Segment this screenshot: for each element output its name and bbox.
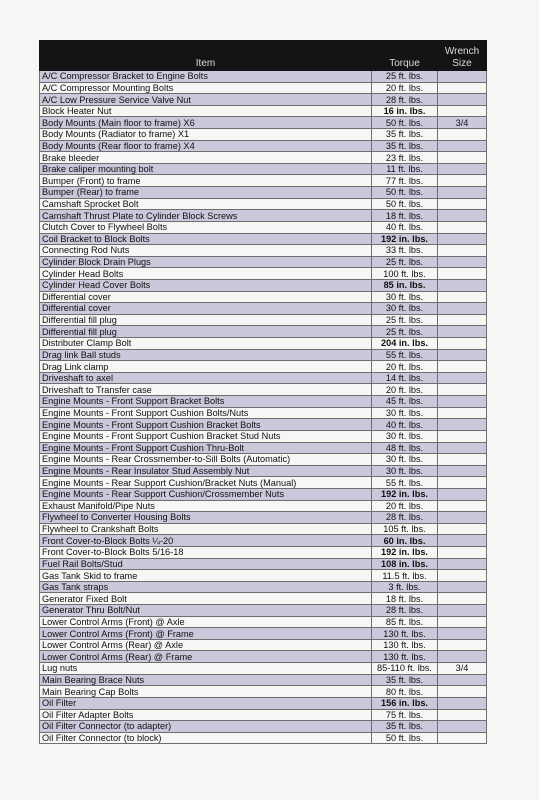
- item-cell: Main Bearing Cap Bolts: [40, 686, 372, 698]
- table-row: [40, 152, 487, 164]
- item-cell: Generator Thru Bolt/Nut: [40, 605, 372, 617]
- table-row: [40, 593, 487, 605]
- item-cell: Lower Control Arms (Rear) @ Frame: [40, 651, 372, 663]
- wrench-size-cell: [438, 442, 487, 454]
- item-cell: Differential fill plug: [40, 314, 372, 326]
- torque-cell: 11 ft. lbs.: [372, 163, 438, 175]
- wrench-size-cell: [438, 721, 487, 733]
- header-wrench-line2: Size: [452, 57, 472, 69]
- torque-cell: 30 ft. lbs.: [372, 430, 438, 442]
- torque-cell: 50 ft. lbs.: [372, 198, 438, 210]
- item-cell: Driveshaft to axel: [40, 372, 372, 384]
- table-row: [40, 558, 487, 570]
- item-cell: Gas Tank straps: [40, 581, 372, 593]
- item-cell: Differential cover: [40, 303, 372, 315]
- table-row: [40, 372, 487, 384]
- torque-cell: 50 ft. lbs.: [372, 187, 438, 199]
- wrench-size-cell: [438, 697, 487, 709]
- item-cell: Brake bleeder: [40, 152, 372, 164]
- table-row: [40, 268, 487, 280]
- table-row: [40, 291, 487, 303]
- torque-cell: 16 in. lbs.: [372, 105, 438, 117]
- torque-cell: 130 ft. lbs.: [372, 639, 438, 651]
- item-cell: Engine Mounts - Front Support Cushion Thru-Bolt: [40, 442, 372, 454]
- wrench-size-cell: [438, 523, 487, 535]
- wrench-size-cell: [438, 732, 487, 744]
- wrench-size-cell: [438, 616, 487, 628]
- torque-cell: 14 ft. lbs.: [372, 372, 438, 384]
- table-row: [40, 581, 487, 593]
- torque-cell: 25 ft. lbs.: [372, 71, 438, 83]
- wrench-size-cell: [438, 187, 487, 199]
- torque-cell: 50 ft. lbs.: [372, 117, 438, 129]
- wrench-size-cell: [438, 639, 487, 651]
- torque-cell: 60 in. lbs.: [372, 535, 438, 547]
- torque-cell: 45 ft. lbs.: [372, 396, 438, 408]
- wrench-size-cell: [438, 488, 487, 500]
- table-row: [40, 349, 487, 361]
- wrench-size-cell: [438, 198, 487, 210]
- table-row: [40, 419, 487, 431]
- item-cell: Main Bearing Brace Nuts: [40, 674, 372, 686]
- table-row: [40, 407, 487, 419]
- table-row: [40, 477, 487, 489]
- wrench-size-cell: [438, 372, 487, 384]
- torque-cell: 85-110 ft. lbs.: [372, 663, 438, 675]
- item-cell: Clutch Cover to Flywheel Bolts: [40, 221, 372, 233]
- table-row: [40, 94, 487, 106]
- table-row: [40, 140, 487, 152]
- header-item: Item: [40, 41, 372, 71]
- wrench-size-cell: [438, 71, 487, 83]
- torque-cell: 35 ft. lbs.: [372, 674, 438, 686]
- table-row: [40, 326, 487, 338]
- table-row: [40, 233, 487, 245]
- torque-cell: 25 ft. lbs.: [372, 326, 438, 338]
- torque-cell: 20 ft. lbs.: [372, 500, 438, 512]
- wrench-size-cell: [438, 314, 487, 326]
- torque-cell: 77 ft. lbs.: [372, 175, 438, 187]
- torque-cell: 105 ft. lbs.: [372, 523, 438, 535]
- torque-cell: 20 ft. lbs.: [372, 82, 438, 94]
- torque-cell: 3 ft. lbs.: [372, 581, 438, 593]
- item-cell: Engine Mounts - Rear Crossmember-to-Sill Bolts (Automatic): [40, 454, 372, 466]
- table-row: [40, 674, 487, 686]
- torque-spec-sheet: [39, 40, 486, 744]
- item-cell: Differential cover: [40, 291, 372, 303]
- item-cell: Body Mounts (Rear floor to frame) X4: [40, 140, 372, 152]
- wrench-size-cell: [438, 407, 487, 419]
- item-cell: Lower Control Arms (Front) @ Axle: [40, 616, 372, 628]
- wrench-size-cell: [438, 593, 487, 605]
- table-row: [40, 82, 487, 94]
- item-cell: Oil Filter: [40, 697, 372, 709]
- wrench-size-cell: [438, 605, 487, 617]
- torque-cell: 130 ft. lbs.: [372, 651, 438, 663]
- torque-cell: 30 ft. lbs.: [372, 465, 438, 477]
- torque-cell: 204 in. lbs.: [372, 338, 438, 350]
- table-row: [40, 187, 487, 199]
- torque-cell: 18 ft. lbs.: [372, 593, 438, 605]
- torque-cell: 75 ft. lbs.: [372, 709, 438, 721]
- torque-table: [39, 40, 487, 744]
- header-torque: Torque: [372, 41, 438, 71]
- table-row: [40, 535, 487, 547]
- wrench-size-cell: [438, 291, 487, 303]
- item-cell: Engine Mounts - Front Support Cushion Bracket Stud Nuts: [40, 430, 372, 442]
- table-row: [40, 210, 487, 222]
- item-cell: Lug nuts: [40, 663, 372, 675]
- torque-cell: 30 ft. lbs.: [372, 303, 438, 315]
- wrench-size-cell: [438, 221, 487, 233]
- table-row: [40, 384, 487, 396]
- wrench-size-cell: [438, 651, 487, 663]
- wrench-size-cell: [438, 140, 487, 152]
- item-cell: Engine Mounts - Front Support Cushion Bracket Bolts: [40, 419, 372, 431]
- table-row: [40, 639, 487, 651]
- table-row: [40, 651, 487, 663]
- wrench-size-cell: [438, 581, 487, 593]
- torque-cell: 35 ft. lbs.: [372, 129, 438, 141]
- table-row: [40, 256, 487, 268]
- item-cell: A/C Compressor Mounting Bolts: [40, 82, 372, 94]
- wrench-size-cell: [438, 477, 487, 489]
- table-row: [40, 396, 487, 408]
- torque-cell: 100 ft. lbs.: [372, 268, 438, 280]
- table-row: [40, 198, 487, 210]
- item-cell: Bumper (Front) to frame: [40, 175, 372, 187]
- torque-cell: 48 ft. lbs.: [372, 442, 438, 454]
- item-cell: Differential fill plug: [40, 326, 372, 338]
- wrench-size-cell: [438, 338, 487, 350]
- table-row: [40, 442, 487, 454]
- table-row: [40, 279, 487, 291]
- wrench-size-cell: [438, 454, 487, 466]
- torque-cell: 23 ft. lbs.: [372, 152, 438, 164]
- table-header: [40, 41, 487, 71]
- torque-cell: 156 in. lbs.: [372, 697, 438, 709]
- torque-cell: 85 in. lbs.: [372, 279, 438, 291]
- table-row: [40, 303, 487, 315]
- table-row: [40, 338, 487, 350]
- item-cell: Cylinder Head Bolts: [40, 268, 372, 280]
- torque-cell: 30 ft. lbs.: [372, 291, 438, 303]
- torque-cell: 25 ft. lbs.: [372, 314, 438, 326]
- wrench-size-cell: [438, 349, 487, 361]
- item-cell: Generator Fixed Bolt: [40, 593, 372, 605]
- wrench-size-cell: [438, 512, 487, 524]
- torque-cell: 80 ft. lbs.: [372, 686, 438, 698]
- wrench-size-cell: [438, 268, 487, 280]
- item-cell: Lower Control Arms (Front) @ Frame: [40, 628, 372, 640]
- item-cell: Oil Filter Adapter Bolts: [40, 709, 372, 721]
- torque-cell: 11.5 ft. lbs.: [372, 570, 438, 582]
- wrench-size-cell: [438, 129, 487, 141]
- torque-cell: 20 ft. lbs.: [372, 361, 438, 373]
- wrench-size-cell: [438, 152, 487, 164]
- wrench-size-cell: [438, 709, 487, 721]
- item-cell: Cylinder Head Cover Bolts: [40, 279, 372, 291]
- header-wrench-size: [438, 41, 487, 71]
- wrench-size-cell: [438, 105, 487, 117]
- table-row: [40, 512, 487, 524]
- torque-cell: 40 ft. lbs.: [372, 419, 438, 431]
- torque-cell: 28 ft. lbs.: [372, 94, 438, 106]
- wrench-size-cell: [438, 535, 487, 547]
- table-row: [40, 361, 487, 373]
- item-cell: Camshaft Thrust Plate to Cylinder Block Screws: [40, 210, 372, 222]
- item-cell: Fuel Rail Bolts/Stud: [40, 558, 372, 570]
- torque-cell: 108 in. lbs.: [372, 558, 438, 570]
- table-row: [40, 314, 487, 326]
- item-cell: Engine Mounts - Rear Support Cushion/Crossmember Nuts: [40, 488, 372, 500]
- torque-cell: 33 ft. lbs.: [372, 245, 438, 257]
- table-row: [40, 523, 487, 535]
- item-cell: Front Cover-to-Block Bolts 5/16-18: [40, 546, 372, 558]
- wrench-size-cell: [438, 303, 487, 315]
- item-cell: Connecting Rod Nuts: [40, 245, 372, 257]
- wrench-size-cell: [438, 500, 487, 512]
- torque-cell: 130 ft. lbs.: [372, 628, 438, 640]
- table-row: [40, 105, 487, 117]
- table-row: [40, 245, 487, 257]
- table-row: [40, 163, 487, 175]
- table-row: [40, 488, 487, 500]
- item-cell: Brake caliper mounting bolt: [40, 163, 372, 175]
- wrench-size-cell: [438, 361, 487, 373]
- wrench-size-cell: [438, 245, 487, 257]
- wrench-size-cell: [438, 686, 487, 698]
- table-row: [40, 175, 487, 187]
- wrench-size-cell: [438, 419, 487, 431]
- table-row: [40, 721, 487, 733]
- table-row: [40, 616, 487, 628]
- table-row: [40, 697, 487, 709]
- item-cell: Body Mounts (Main floor to frame) X6: [40, 117, 372, 129]
- torque-cell: 25 ft. lbs.: [372, 256, 438, 268]
- table-row: [40, 663, 487, 675]
- wrench-size-cell: [438, 570, 487, 582]
- wrench-size-cell: [438, 396, 487, 408]
- item-cell: Coil Bracket to Block Bolts: [40, 233, 372, 245]
- torque-cell: 28 ft. lbs.: [372, 605, 438, 617]
- item-cell: Oil Filter Connector (to adapter): [40, 721, 372, 733]
- table-row: [40, 546, 487, 558]
- wrench-size-cell: [438, 163, 487, 175]
- item-cell: Cylinder Block Drain Plugs: [40, 256, 372, 268]
- item-cell: A/C Low Pressure Service Valve Nut: [40, 94, 372, 106]
- item-cell: Engine Mounts - Rear Support Cushion/Bracket Nuts (Manual): [40, 477, 372, 489]
- item-cell: Flywheel to Crankshaft Bolts: [40, 523, 372, 535]
- torque-cell: 30 ft. lbs.: [372, 454, 438, 466]
- torque-cell: 85 ft. lbs.: [372, 616, 438, 628]
- wrench-size-cell: [438, 430, 487, 442]
- torque-cell: 35 ft. lbs.: [372, 721, 438, 733]
- wrench-size-cell: [438, 82, 487, 94]
- wrench-size-cell: [438, 210, 487, 222]
- item-cell: A/C Compressor Bracket to Engine Bolts: [40, 71, 372, 83]
- item-cell: Flywheel to Converter Housing Bolts: [40, 512, 372, 524]
- wrench-size-cell: [438, 326, 487, 338]
- table-row: [40, 71, 487, 83]
- wrench-size-cell: [438, 546, 487, 558]
- table-row: [40, 454, 487, 466]
- item-cell: Engine Mounts - Rear Insulator Stud Assembly Nut: [40, 465, 372, 477]
- table-row: [40, 628, 487, 640]
- item-cell: Engine Mounts - Front Support Cushion Bolts/Nuts: [40, 407, 372, 419]
- table-row: [40, 709, 487, 721]
- wrench-size-cell: 3/4: [438, 663, 487, 675]
- torque-cell: 55 ft. lbs.: [372, 477, 438, 489]
- torque-cell: 18 ft. lbs.: [372, 210, 438, 222]
- item-cell: Lower Control Arms (Rear) @ Axle: [40, 639, 372, 651]
- item-cell: Body Mounts (Radiator to frame) X1: [40, 129, 372, 141]
- torque-cell: 55 ft. lbs.: [372, 349, 438, 361]
- item-cell: Gas Tank Skid to frame: [40, 570, 372, 582]
- wrench-size-cell: [438, 674, 487, 686]
- table-row: [40, 465, 487, 477]
- header-wrench-line1: Wrench: [444, 46, 480, 57]
- table-body: [40, 71, 487, 744]
- wrench-size-cell: [438, 384, 487, 396]
- item-cell: Distributer Clamp Bolt: [40, 338, 372, 350]
- torque-cell: 40 ft. lbs.: [372, 221, 438, 233]
- item-cell: Driveshaft to Transfer case: [40, 384, 372, 396]
- wrench-size-cell: [438, 558, 487, 570]
- wrench-size-cell: [438, 256, 487, 268]
- torque-cell: 50 ft. lbs.: [372, 732, 438, 744]
- torque-cell: 192 in. lbs.: [372, 546, 438, 558]
- torque-cell: 30 ft. lbs.: [372, 407, 438, 419]
- item-cell: Exhaust Manifold/Pipe Nuts: [40, 500, 372, 512]
- table-row: [40, 117, 487, 129]
- table-row: [40, 430, 487, 442]
- item-cell: Block Heater Nut: [40, 105, 372, 117]
- table-row: [40, 570, 487, 582]
- wrench-size-cell: [438, 628, 487, 640]
- wrench-size-cell: [438, 94, 487, 106]
- item-cell: Front Cover-to-Block Bolts ¼-20: [40, 535, 372, 547]
- item-cell: Engine Mounts - Front Support Bracket Bolts: [40, 396, 372, 408]
- torque-cell: 192 in. lbs.: [372, 488, 438, 500]
- item-cell: Oil Filter Connector (to block): [40, 732, 372, 744]
- item-cell: Bumper (Rear) to frame: [40, 187, 372, 199]
- torque-cell: 28 ft. lbs.: [372, 512, 438, 524]
- wrench-size-cell: [438, 465, 487, 477]
- table-row: [40, 605, 487, 617]
- table-row: [40, 221, 487, 233]
- torque-cell: 192 in. lbs.: [372, 233, 438, 245]
- table-row: [40, 732, 487, 744]
- table-row: [40, 500, 487, 512]
- table-row: [40, 686, 487, 698]
- item-cell: Camshaft Sprocket Bolt: [40, 198, 372, 210]
- wrench-size-cell: [438, 233, 487, 245]
- wrench-size-cell: [438, 175, 487, 187]
- torque-cell: 35 ft. lbs.: [372, 140, 438, 152]
- item-cell: Drag link Ball studs: [40, 349, 372, 361]
- wrench-size-cell: 3/4: [438, 117, 487, 129]
- item-cell: Drag Link clamp: [40, 361, 372, 373]
- wrench-size-cell: [438, 279, 487, 291]
- table-row: [40, 129, 487, 141]
- torque-cell: 20 ft. lbs.: [372, 384, 438, 396]
